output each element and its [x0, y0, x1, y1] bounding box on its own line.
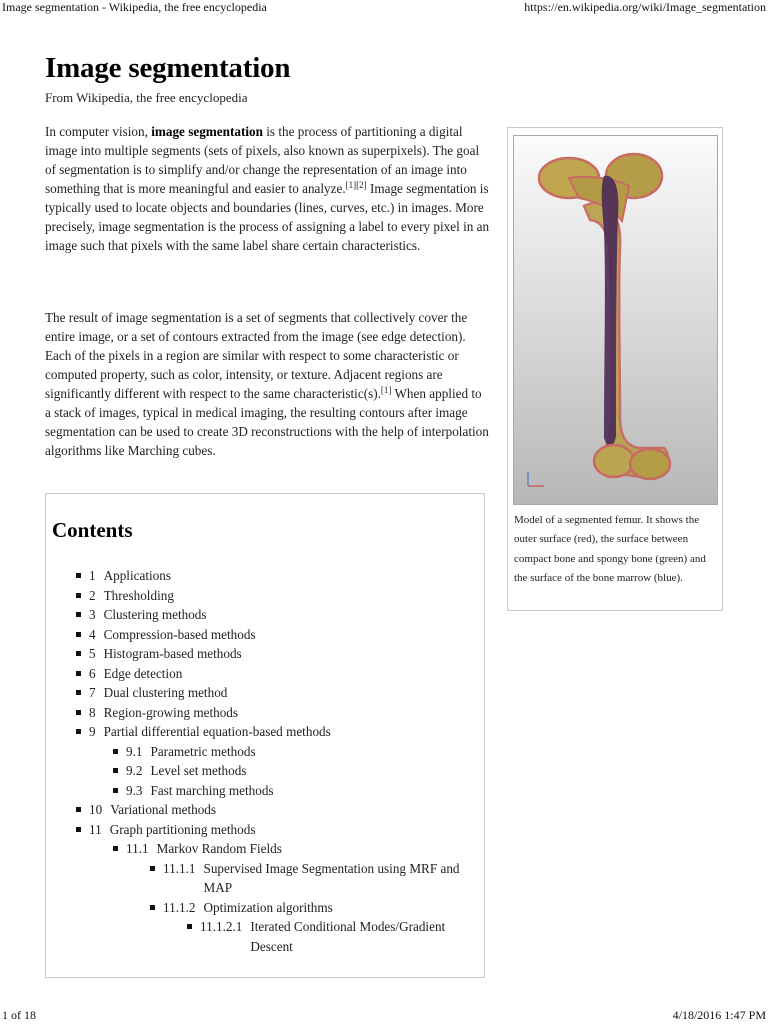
toc-number: 4	[89, 626, 96, 642]
toc-item[interactable]	[46, 683, 484, 703]
citation-link[interactable]: [2]	[356, 180, 367, 190]
figure-caption: Model of a segmented femur. It shows the outer surface (red), the surface between compact bone and spongy bone (green) and the surface of the bone marrow (blue).	[514, 514, 706, 584]
toc-text[interactable]: Fast marching methods	[150, 782, 274, 798]
toc-item[interactable]	[46, 644, 484, 664]
toc-item[interactable]	[46, 703, 484, 723]
toc-item[interactable]	[46, 917, 484, 956]
toc-item[interactable]	[46, 898, 484, 918]
intro-text-end: Image segmentation is typically used to locate objects and boundaries (lines, curves, etc.) in images. More precisely, image segmentation is the process of assigning a label to every pixel in an image such that pixels with the same label share certain characteristics.	[45, 181, 490, 253]
toc-number: 11	[89, 821, 102, 837]
toc-number: 10	[89, 802, 103, 817]
toc-text[interactable]: Variational methods	[110, 802, 217, 817]
toc-number: 5	[89, 646, 96, 661]
toc-item[interactable]	[46, 761, 484, 781]
toc-text[interactable]: Graph partitioning methods	[109, 821, 256, 837]
bullet-icon	[76, 690, 81, 695]
toc-item[interactable]	[46, 820, 484, 840]
toc-item[interactable]	[46, 722, 484, 742]
toc-text[interactable]: Applications	[103, 568, 171, 583]
toc-text[interactable]: Partial differential equation-based methods	[103, 724, 331, 739]
contents-heading: Contents	[52, 518, 133, 542]
table-of-contents	[45, 493, 485, 978]
toc-number: 9.1	[126, 743, 143, 759]
toc-number: 7	[89, 685, 96, 700]
toc-text[interactable]: Compression-based methods	[103, 626, 256, 642]
toc-number: 6	[89, 665, 96, 681]
intro-text-start: In computer vision,	[45, 124, 152, 139]
page-subtitle: From Wikipedia, the free encyclopedia	[45, 90, 248, 105]
bullet-icon	[76, 651, 81, 656]
toc-number: 2	[89, 587, 96, 603]
toc-item[interactable]	[46, 742, 484, 762]
citation-link[interactable]: [1]	[345, 180, 357, 190]
toc-text[interactable]: Supervised Image Segmentation using MRF and MAP	[203, 860, 460, 895]
bullet-icon	[150, 905, 155, 910]
page-header-title: Image segmentation - Wikipedia, the free encyclopedia	[2, 0, 267, 14]
page-title: Image segmentation	[45, 52, 291, 84]
toc-item[interactable]	[46, 664, 484, 684]
femur-condyle-right	[630, 449, 670, 479]
femur-model-svg	[514, 136, 717, 504]
toc-text[interactable]: Iterated Conditional Modes/Gradient Descent	[250, 919, 446, 954]
print-timestamp: 4/18/2016 1:47 PM	[672, 1008, 766, 1022]
bullet-icon	[76, 729, 81, 734]
toc-number: 9.3	[126, 782, 143, 798]
toc-text[interactable]: Histogram-based methods	[103, 646, 242, 661]
femur-image[interactable]	[513, 135, 718, 505]
toc-number: 11.1	[126, 841, 149, 856]
toc-number: 3	[89, 607, 96, 622]
bullet-icon	[113, 846, 118, 851]
toc-item[interactable]	[46, 566, 484, 586]
toc-number: 9.2	[126, 763, 143, 778]
femur-marrow	[602, 176, 619, 446]
bullet-icon	[76, 671, 81, 676]
toc-item[interactable]	[46, 839, 484, 859]
toc-item[interactable]	[46, 625, 484, 645]
result-text-end: When applied to a stack of images, typical in medical imaging, the resulting contours after image segmentation can be used to create 3D reconstructions with the help of interpolation algorithms like Marching cubes.	[45, 386, 489, 458]
citation-link[interactable]: [1]	[380, 385, 392, 395]
toc-text[interactable]: Level set methods	[150, 763, 247, 778]
toc-text[interactable]: Region-growing methods	[103, 704, 239, 720]
toc-number: 11.1.1	[163, 860, 196, 876]
toc-text[interactable]: Markov Random Fields	[156, 841, 282, 856]
page-number: 1 of 18	[2, 1008, 36, 1022]
bullet-icon	[113, 749, 118, 754]
toc-number: 9	[89, 724, 96, 739]
toc-text[interactable]: Clustering methods	[103, 607, 207, 622]
toc-text[interactable]: Optimization algorithms	[203, 899, 333, 915]
toc-item[interactable]	[46, 800, 484, 820]
bullet-icon	[76, 807, 81, 812]
toc-number: 11.1.2.1	[200, 919, 243, 934]
toc-number: 8	[89, 704, 96, 720]
bullet-icon	[76, 827, 81, 832]
toc-text[interactable]: Thresholding	[103, 587, 174, 603]
bullet-icon	[150, 866, 155, 871]
bullet-icon	[76, 612, 81, 617]
toc-number: 11.1.2	[163, 899, 196, 915]
toc-item[interactable]	[46, 586, 484, 606]
toc-item[interactable]	[46, 781, 484, 801]
bullet-icon	[76, 632, 81, 637]
bullet-icon	[113, 768, 118, 773]
intro-bold-term: image segmentation	[151, 124, 263, 139]
toc-list	[46, 566, 484, 956]
toc-text[interactable]: Edge detection	[103, 665, 183, 681]
toc-item[interactable]	[46, 859, 484, 898]
femur-condyle-left	[594, 445, 634, 477]
figure-box	[507, 127, 723, 611]
intro-paragraph	[45, 122, 490, 255]
bullet-icon	[76, 573, 81, 578]
bullet-icon	[76, 593, 81, 598]
toc-item[interactable]	[46, 605, 484, 625]
femur-outer-surface	[584, 203, 668, 477]
bullet-icon	[76, 710, 81, 715]
result-text-start: The result of image segmentation is a set of segments that collectively cover the entire image, or a set of contours extracted from the image (see edge detection). Each of the pixels in a region are similar with respect to some characteristic or computed property, such as color, intensity, or texture. Adjacent regions are significantly different with respect to the same characteristic(s).	[45, 310, 468, 401]
page-header-url[interactable]: https://en.wikipedia.org/wiki/Image_segmentation	[524, 0, 766, 14]
toc-number: 1	[89, 568, 96, 583]
result-paragraph	[45, 308, 490, 460]
bullet-icon	[113, 788, 118, 793]
toc-text[interactable]: Dual clustering method	[103, 685, 228, 700]
intro-text-middle: is the process of partitioning a digital image into multiple segments (sets of pixels, also known as superpixels). The goal of segmentation is to simplify and/or change the representation of an image into something that is more meaningful and easier to analyze.	[45, 124, 480, 196]
toc-text[interactable]: Parametric methods	[150, 743, 256, 759]
bullet-icon	[187, 924, 192, 929]
